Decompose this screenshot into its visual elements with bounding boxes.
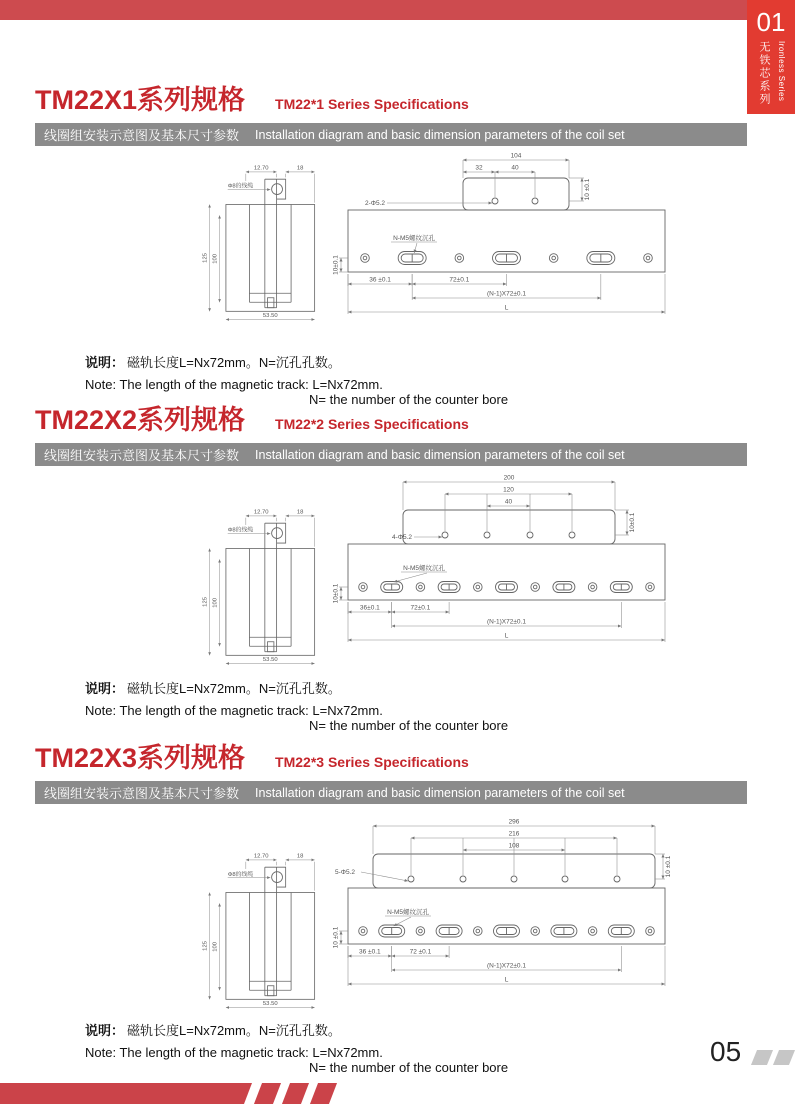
screw-counterbore-label: N-M5螺纹沉孔 (393, 235, 435, 242)
cable-label: Φ8的线缆 (227, 527, 254, 534)
note-line-en-1: Note: The length of the magnetic track: L=Nx72mm. (85, 703, 383, 718)
footer-band-stripe (282, 1083, 309, 1104)
dim-label: 53.50 (262, 1001, 278, 1008)
track-hole (531, 583, 540, 592)
drawing-shape (476, 929, 480, 933)
drawing-shape (394, 917, 411, 926)
magnet-track (348, 544, 665, 600)
drawing-shape (361, 872, 408, 881)
dim-label: 53.50 (262, 313, 278, 320)
banner-cn: 线圈组安装示意图及基本尺寸参数 (44, 128, 240, 143)
dim-label: 36 ±0.1 (369, 276, 391, 284)
dim-label: 40 (511, 164, 519, 172)
note-line-cn (85, 352, 508, 371)
track-hole (416, 927, 425, 936)
drawing-shape (533, 929, 537, 933)
drawing-shape (552, 256, 556, 260)
track-hole (588, 583, 597, 592)
drawing-shape (648, 585, 652, 589)
drawing-shape (272, 872, 283, 883)
note-line-en-2: N= the number of the counter bore (309, 392, 509, 407)
track-hole (549, 254, 558, 263)
top-view-drawing (333, 814, 678, 1014)
drawing-shape (202, 166, 314, 320)
dim-label: 296 (508, 818, 520, 826)
dim-label: 100 (212, 253, 219, 264)
section-notes (85, 678, 508, 733)
banner-cn: 线圈组安装示意图及基本尺寸参数 (44, 448, 240, 463)
section-title-cn: TM22X2系列规格 (35, 405, 246, 435)
track-hole (455, 254, 464, 263)
dim-label: 12.70 (253, 165, 269, 172)
dim-label: 10±0.1 (333, 583, 340, 604)
mount-hole (527, 532, 533, 538)
dim-label: 36±0.1 (359, 604, 380, 612)
drawing-shape (648, 929, 652, 933)
drawing-shape (533, 585, 537, 589)
dim-label: 200 (503, 474, 515, 482)
dim-label: (N-1)X72±0.1 (487, 962, 526, 970)
section-title-row (35, 406, 747, 438)
section-title-cn: TM22X1系列规格 (35, 85, 246, 115)
drawing-shape (361, 585, 365, 589)
section-title-en: TM22*1 Series Specifications (275, 96, 469, 112)
dim-label: 125 (202, 597, 209, 607)
note-line-en-1: Note: The length of the magnetic track: L=Nx72mm. (85, 377, 383, 392)
note-line-en-2: N= the number of the counter bore (309, 1060, 509, 1075)
drawing-shape (591, 929, 595, 933)
note-label-cn: 说明： (85, 1023, 125, 1038)
mount-hole (614, 876, 620, 882)
dim-label: 10 ±0.1 (333, 926, 340, 949)
section-title-en: TM22*2 Series Specifications (275, 416, 469, 432)
note-line-cn (85, 678, 508, 697)
dim-label: 10 ±0.1 (584, 178, 591, 201)
dim-label: 18 (296, 853, 304, 860)
dim-label: 36 ±0.1 (359, 948, 381, 956)
drawing-shape (363, 256, 367, 260)
dim-label: 18 (296, 165, 304, 172)
note-label-cn: 说明： (85, 681, 125, 696)
drawing-shape (268, 298, 274, 308)
track-hole (416, 583, 425, 592)
dim-label: L (504, 632, 509, 640)
dim-label: 32 (475, 164, 483, 172)
mount-hole (562, 876, 568, 882)
section-banner (35, 443, 747, 466)
dim-label: 18 (296, 509, 304, 516)
note-text-cn: 磁轨长度L=Nx72mm。N=沉孔孔数。 (127, 1023, 341, 1038)
page-number-decoration (751, 1050, 773, 1065)
section-tm22x1 (35, 85, 747, 407)
dim-label: 72±0.1 (449, 276, 470, 284)
drawing-shape (226, 205, 315, 312)
cable-label: Φ8的线缆 (227, 183, 254, 190)
dim-label: 10±0.1 (629, 512, 636, 533)
section-tm22x3 (35, 743, 747, 1075)
dim-label: 12.70 (253, 509, 269, 516)
dim-label: 100 (212, 597, 219, 608)
note-line-en-2: N= the number of the counter bore (309, 718, 509, 733)
section-title-en: TM22*3 Series Specifications (275, 754, 469, 770)
tab-series-labels (747, 41, 795, 106)
banner-en: Installation diagram and basic dimension parameters of the coil set (255, 785, 625, 800)
dim-label: 10 ±0.1 (665, 855, 672, 878)
dim-label: L (504, 976, 509, 984)
section-title-row (35, 86, 747, 118)
track-hole (646, 927, 655, 936)
section-title-cn: TM22X3系列规格 (35, 743, 246, 773)
tab-series-cn: 无铁芯系列 (758, 41, 770, 106)
top-view-drawing (333, 470, 678, 670)
drawing-shape (419, 585, 423, 589)
page-number-decoration (773, 1050, 795, 1065)
page-number: 05 (710, 1036, 742, 1067)
drawing-shape (333, 475, 665, 643)
screw-counterbore-label: N-M5螺纹沉孔 (403, 565, 445, 572)
dim-label: 72±0.1 (410, 604, 431, 612)
note-label-cn: 说明： (85, 355, 125, 370)
mount-hole-count-label: 5-Φ5.2 (335, 869, 356, 876)
mount-plate (463, 178, 569, 210)
footer-band-stripe (310, 1083, 337, 1104)
track-hole (359, 583, 368, 592)
top-accent-strip (0, 0, 747, 20)
mount-hole (492, 198, 498, 204)
track-hole (644, 254, 653, 263)
banner-en: Installation diagram and basic dimension parameters of the coil set (255, 447, 625, 462)
drawing-shape (272, 528, 283, 539)
mount-plate (403, 510, 615, 544)
drawing-shape (202, 510, 314, 664)
drawing-shape (333, 819, 672, 987)
mount-hole (408, 876, 414, 882)
banner-cn: 线圈组安装示意图及基本尺寸参数 (44, 786, 240, 801)
section-banner (35, 123, 747, 146)
banner-en: Installation diagram and basic dimension parameters of the coil set (255, 127, 625, 142)
mount-hole (569, 532, 575, 538)
note-text-cn: 磁轨长度L=Nx72mm。N=沉孔孔数。 (127, 355, 341, 370)
dim-label: 120 (503, 486, 514, 494)
drawing-shape (419, 929, 423, 933)
section-notes (85, 352, 508, 407)
track-hole (474, 927, 483, 936)
drawing-shape (272, 184, 283, 195)
dim-label: 12.70 (253, 853, 269, 860)
dim-label: 125 (202, 253, 209, 263)
footer-band-stripe (254, 1083, 281, 1104)
mount-hole (442, 532, 448, 538)
mount-hole-count-label: 4-Φ5.2 (391, 534, 412, 541)
note-line-cn (85, 1020, 508, 1039)
track-hole (646, 583, 655, 592)
dim-label: 100 (212, 941, 219, 952)
dim-label: 72 ±0.1 (409, 948, 432, 956)
drawing-shape (226, 549, 315, 656)
track-hole (361, 254, 370, 263)
drawing-shape (646, 256, 650, 260)
mount-hole (460, 876, 466, 882)
track-hole (531, 927, 540, 936)
dim-label: L (504, 304, 509, 312)
side-view-drawing (195, 496, 322, 668)
dim-label: (N-1)X72±0.1 (487, 290, 526, 298)
mount-hole (532, 198, 538, 204)
top-view-drawing (333, 148, 678, 348)
dim-label: 40 (504, 498, 513, 506)
mount-hole (511, 876, 517, 882)
note-line-en-1: Note: The length of the magnetic track: L=Nx72mm. (85, 1045, 383, 1060)
drawing-shape (268, 986, 274, 996)
tab-series-en: Ironless Series (777, 41, 786, 102)
side-view-drawing (195, 840, 322, 1012)
track-hole (588, 927, 597, 936)
dim-label: 104 (510, 152, 522, 160)
mount-hole-count-label: 2-Φ5.2 (364, 200, 385, 207)
dim-label: 125 (202, 941, 209, 951)
tab-number: 01 (756, 7, 786, 37)
dim-label: 216 (508, 830, 520, 838)
dim-label: 10±0.1 (333, 255, 340, 275)
track-hole (474, 583, 483, 592)
track-hole (359, 927, 368, 936)
drawing-shape (591, 585, 595, 589)
drawing-shape (268, 642, 274, 652)
section-banner (35, 781, 747, 804)
drawing-shape (394, 573, 427, 582)
drawing-shape (476, 585, 480, 589)
note-text-cn: 磁轨长度L=Nx72mm。N=沉孔孔数。 (127, 681, 341, 696)
footer-band (0, 1083, 252, 1104)
dim-label: 108 (508, 842, 520, 850)
screw-counterbore-label: N-M5螺纹沉孔 (387, 909, 429, 916)
dim-label: (N-1)X72±0.1 (487, 618, 526, 626)
section-tm22x2 (35, 405, 747, 733)
cable-label: Φ8的线缆 (227, 871, 254, 878)
drawing-shape (458, 256, 462, 260)
section-title-row (35, 744, 747, 776)
dim-label: 53.50 (262, 657, 278, 664)
drawing-shape (202, 854, 314, 1008)
side-view-drawing (195, 152, 322, 324)
drawing-shape (361, 929, 365, 933)
section-notes (85, 1020, 508, 1075)
series-tab (747, 0, 795, 114)
drawing-shape (333, 153, 665, 315)
drawing-shape (226, 893, 315, 1000)
mount-hole (484, 532, 490, 538)
